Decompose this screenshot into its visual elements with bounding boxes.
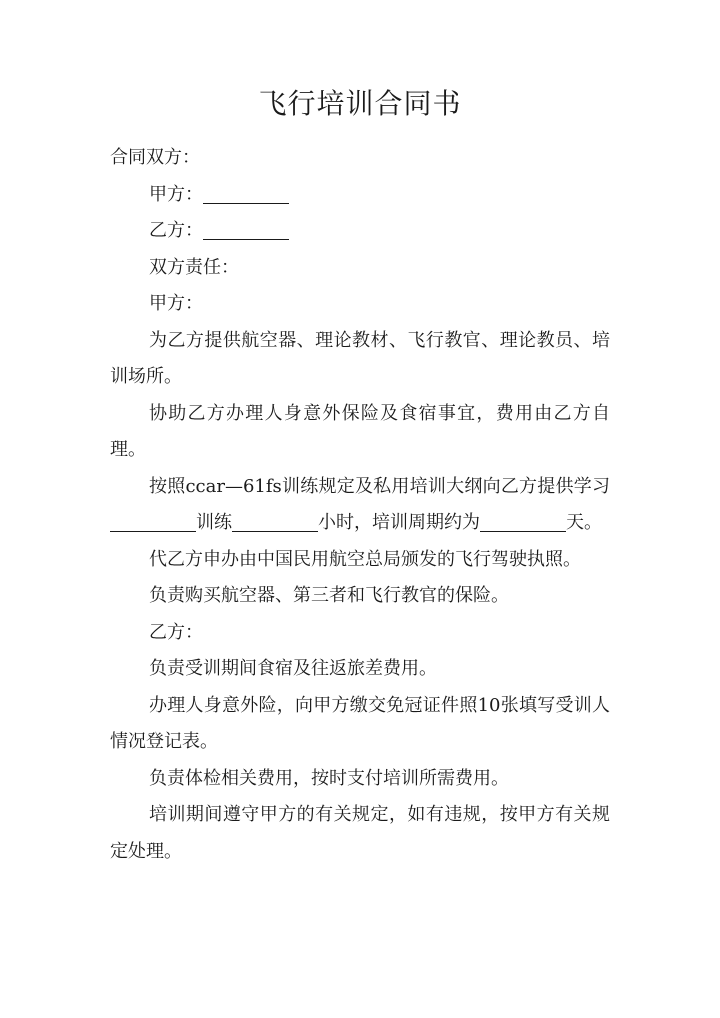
- party-b-item: 培训期间遵守甲方的有关规定，如有违规，按甲方有关规定处理。: [110, 804, 610, 862]
- document-body: [110, 140, 610, 870]
- training-hours-blank: [232, 511, 318, 532]
- party-a-heading: 甲方：: [149, 293, 203, 314]
- party-a-item: 协助乙方办理人身意外保险及食宿事宜，费用由乙方自理。: [110, 402, 610, 460]
- study-hours-blank: [110, 511, 196, 532]
- document-title: 飞行培训合同书: [258, 87, 462, 120]
- training-clause-part3: 小时，培训周期约为: [318, 512, 480, 533]
- party-b-item: 负责体检相关费用，按时支付培训所需费用。: [149, 767, 509, 789]
- party-b-heading: 乙方：: [149, 621, 203, 643]
- party-b-blank: [203, 219, 289, 240]
- training-days-blank: [480, 511, 566, 532]
- party-b-label: 乙方：: [149, 220, 203, 241]
- responsibilities-heading: 双方责任：: [149, 256, 239, 278]
- training-clause: [110, 469, 610, 542]
- training-clause-part4: 天。: [566, 512, 602, 533]
- party-b-item: 负责受训期间食宿及往返旅差费用。: [149, 658, 437, 679]
- parties-heading: 合同双方：: [110, 147, 200, 168]
- training-clause-part2: 训练: [196, 512, 232, 533]
- party-a-blank: [203, 183, 289, 204]
- party-b-line: [110, 213, 610, 250]
- party-a-item: 代乙方申办由中国民用航空总局颁发的飞行驾驶执照。: [149, 548, 581, 570]
- party-a-item: 负责购买航空器、第三者和飞行教官的保险。: [149, 585, 509, 606]
- party-a-line: [110, 177, 610, 214]
- party-b-item: 办理人身意外险，向甲方缴交免冠证件照10张填写受训人情况登记表。: [110, 694, 610, 752]
- training-clause-part1: 按照ccar—61fs训练规定及私用培训大纲向乙方提供学习: [149, 475, 610, 497]
- party-a-item: 为乙方提供航空器、理论教材、飞行教官、理论教员、培训场所。: [110, 329, 610, 387]
- party-a-label: 甲方：: [149, 183, 203, 205]
